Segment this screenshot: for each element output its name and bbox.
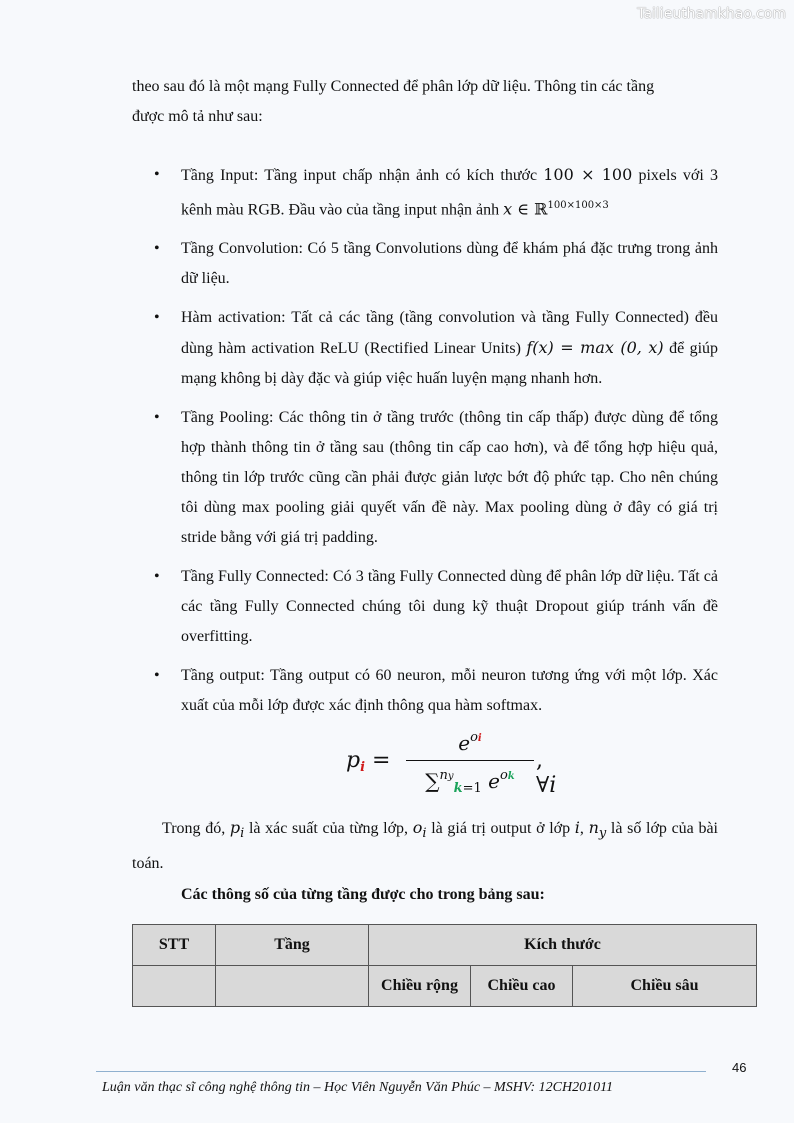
subheader-stt-empty (133, 966, 216, 1007)
explanation-text-d: , (579, 820, 589, 837)
formula-p: p (346, 748, 361, 773)
formula-num-o: o (470, 730, 478, 745)
input-set-math: ∈ ℝ (512, 199, 548, 219)
explanation-paragraph (132, 813, 718, 879)
bullet-pooling: • Tầng Pooling: Các thông tin ở tầng trước (thông tin cấp thấp) được dùng để tổng hợp thành thông tin ở tầng sau (thông tin cấp cao hơn), và để tổng hợp hiệu quả, thông tin lớp trước cũng cần phải được giản lược bớt độ phức tạp. Cho nên chúng tôi dùng max pooling giải quyết vấn đề này. Max pooling dùng ở đây có giá trị stride bằng với giá trị padding. (132, 403, 718, 553)
explanation-text-a: Trong đó, (162, 820, 230, 837)
formula-sum-n: n (439, 768, 448, 783)
header-height: Chiều cao (471, 966, 573, 1007)
bullet-input-text-a: Tầng Input: Tầng input chấp nhận ảnh có kích thước (181, 167, 544, 184)
formula-equals: = (365, 748, 391, 773)
explanation-text-e: là số lớp của bài toán. (132, 820, 718, 872)
explanation-ny-sub: y (598, 826, 607, 841)
layer-parameters-table (132, 924, 757, 1007)
subheader-layer-empty (216, 966, 369, 1007)
explanation-text-b: là xác suất của từng lớp, (244, 820, 413, 837)
input-x-math: x (503, 199, 513, 219)
formula-num-i: i (477, 733, 482, 744)
explanation-oi-sub: i (422, 826, 427, 841)
input-dim-sup: 100×100×3 (547, 200, 609, 211)
formula-fraction (406, 730, 534, 802)
header-depth: Chiều sâu (573, 966, 757, 1007)
formula-denominator (406, 763, 534, 802)
bullet-activation-text-a: Hàm activation: Tất cả các tầng (tầng convolution và tầng Fully Connected) đều dùng hàm activation ReLU (Rectified Linear Units) (181, 309, 718, 358)
header-size: Kích thước (369, 925, 757, 966)
header-stt: STT (133, 925, 216, 966)
bullet-output: • Tầng output: Tầng output có 60 neuron, mỗi neuron tương ứng với một lớp. Xác xuất của mỗi lớp được xác định thông qua hàm softmax. (132, 661, 718, 721)
formula-p-sub: i (360, 760, 366, 775)
bullet-convolution: • Tầng Convolution: Có 5 tầng Convolutions dùng để khám phá đặc trưng trong ảnh dữ liệu. (132, 234, 718, 294)
bullet-input (132, 160, 718, 225)
footer-divider (96, 1071, 706, 1072)
bullet-fully-connected: • Tầng Fully Connected: Có 3 tầng Fully Connected dùng để phân lớp dữ liệu. Tất cả các tầng Fully Connected chúng tôi dung kỹ thuật Dropout giúp tránh vấn đề overfitting. (132, 562, 718, 652)
formula-sum-y: y (447, 771, 454, 782)
table-header-row (133, 925, 757, 966)
table-heading: Các thông số của từng tầng được cho trong bảng sau: (181, 886, 545, 903)
formula-sum-start: =1 (462, 781, 482, 796)
intro-line-2: được mô tả như sau: (132, 108, 263, 125)
relu-math: f(x) = max (0, x) (526, 338, 664, 358)
formula-lhs (346, 748, 390, 775)
watermark: Tailieuthamkhao.com (637, 6, 786, 22)
intro-line-1: theo sau đó là một mạng Fully Connected để phân lớp dữ liệu. Thông tin các tầng (132, 78, 655, 95)
formula-tail-i: i (549, 773, 557, 798)
explanation-ny: n (588, 818, 599, 837)
footer-text: Luận văn thạc sĩ công nghệ thông tin – Học Viên Nguyễn Văn Phúc – MSHV: 12CH201011 (102, 1080, 614, 1095)
explanation-text-c: là giá trị output ở lớp (426, 820, 575, 837)
explanation-i: i (574, 818, 580, 837)
header-layer: Tầng (216, 925, 369, 966)
header-width: Chiều rộng (369, 966, 471, 1007)
formula-den-e: e (488, 769, 500, 793)
formula-forall: , ∀ (536, 748, 550, 798)
formula-den-k: k (507, 771, 515, 782)
layer-bullet-list (132, 160, 718, 730)
softmax-formula (346, 730, 557, 798)
input-size-math: 100 × 100 (543, 165, 633, 184)
formula-tail (536, 748, 556, 798)
explanation-pi: p (229, 818, 241, 837)
formula-numerator (406, 730, 534, 758)
table-subheader-row (133, 966, 757, 1007)
bullet-activation-text-b: để giúp mạng không bị dày đặc và giúp việc huấn luyện mạng nhanh hơn. (181, 340, 719, 388)
bullet-activation (132, 303, 718, 394)
bullet-input-text-b: pixels với 3 kênh màu RGB. Đầu vào của tầng input nhận ảnh (181, 167, 719, 219)
explanation-oi: o (412, 818, 423, 837)
explanation-pi-sub: i (240, 826, 245, 841)
formula-sum: ∑ (425, 769, 440, 793)
page-number: 46 (732, 1060, 747, 1075)
intro-paragraph (132, 72, 718, 132)
formula-sum-k: k (453, 781, 463, 796)
formula-den-o: o (499, 768, 508, 783)
formula-num-e: e (458, 731, 471, 755)
fraction-bar (406, 760, 534, 761)
